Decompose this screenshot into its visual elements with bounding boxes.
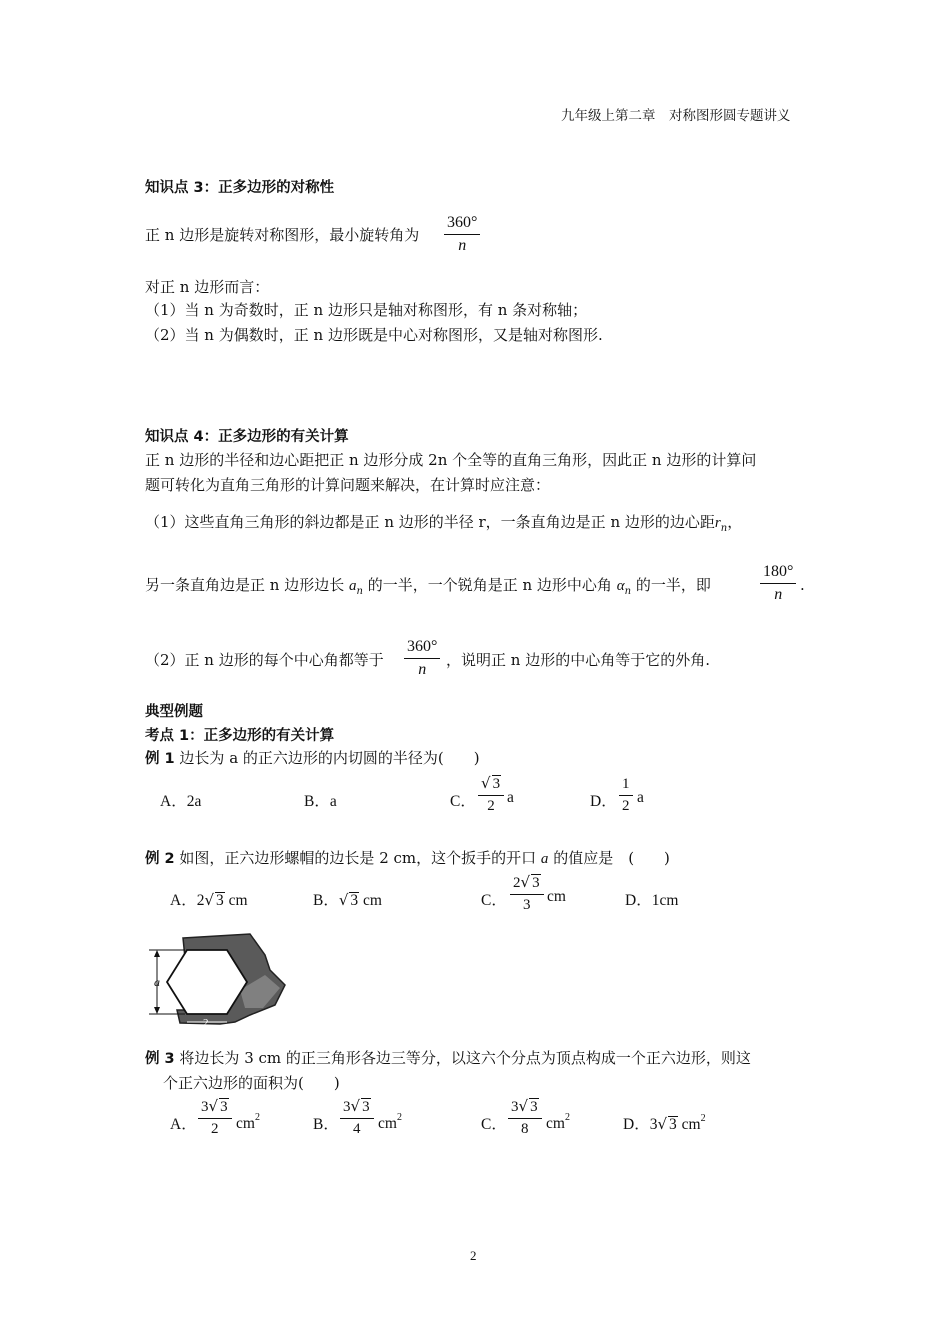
kp4-item1b-alphasub: n [624,586,632,597]
kp4-frac-360 [404,638,440,679]
ex3-optc-num-pre: 3 [511,1099,519,1115]
kp4-item1b-a: a [348,578,357,594]
ex2-option-c-unit: cm [547,888,566,905]
ex3-optb-num [340,1097,374,1119]
kp3-fraction [444,214,480,255]
kp3-item2: （2）当 n 为偶数时，正 n 边形既是中心对称图形，又是轴对称图形. [145,326,603,344]
ex2-optc-radical-icon: √ [520,873,531,891]
ex3-optb-radicand: 3 [362,1099,370,1115]
examples-heading: 典型例题 [145,704,203,720]
ex3-option-a-unit [236,1112,260,1133]
ex3-optc-radical-icon: √ [518,1097,529,1115]
ex3-optc-num [508,1097,542,1119]
dim-2-label: 2 [203,1017,209,1029]
ex3-option-c-label: C． [481,1116,507,1133]
hex-nut-wrench-figure [145,930,295,1030]
topic1-heading: 考点 1：正多边形的有关计算 [145,728,335,744]
kp3-line2: 对正 n 边形而言： [145,278,270,296]
ex2-label: 例 2 [145,851,175,867]
ex3-opta-unit-sup: 2 [254,1112,260,1123]
ex1-question [145,748,480,769]
ex1-option-d-frac [619,776,633,815]
kp4-item1b-end: . [800,576,805,594]
ex2-opta-radicand: 3 [216,892,224,909]
kp4-item1-r: r [714,515,721,531]
kp3-heading: 知识点 3：正多边形的对称性 [145,180,335,196]
ex3-optb-num-pre: 3 [343,1099,351,1115]
ex3-option-b-frac [340,1097,374,1138]
page-header: 九年级上第二章 对称图形圆专题讲义 [561,108,791,124]
ex1-option-d-tail: a [637,789,644,806]
ex3-optb-unit: cm [378,1115,397,1132]
ex3-option-c-frac [508,1097,542,1138]
ex3-label: 例 3 [145,1051,175,1067]
ex1-option-d-label: D． [590,793,617,810]
ex3-optc-unit-sup: 2 [564,1112,570,1123]
ex3-optd-unit-sup: 2 [700,1113,706,1124]
ex2-optc-num [510,873,544,895]
ex1-optc-num [478,774,504,796]
kp4-item2-2: ，说明正 n 边形的中心角等于它的外角. [446,651,710,669]
ex2-question-a: a [540,851,549,867]
kp4-frac180-den: n [774,586,783,603]
ex3-question-2: 个正六边形的面积为( ) [163,1074,340,1092]
ex1-option-c-frac [478,774,504,815]
kp4-item2-1: （2）正 n 边形的每个中心角都等于 [145,651,384,669]
ex3-optc-den: 8 [521,1121,529,1137]
ex3-opta-radicand: 3 [220,1099,228,1115]
kp4-frac-180 [760,563,796,604]
ex3-optd-radicand: 3 [669,1116,677,1133]
ex3-optd-label: D．3 [623,1116,658,1133]
ex3-optb-den: 4 [353,1121,361,1137]
ex1-label: 例 1 [145,751,175,767]
ex1-option-a: A．2a [160,793,202,810]
ex3-option-b-label: B． [313,1116,339,1133]
ex1-optd-num: 1 [619,776,633,796]
ex3-optd-radical-icon: √ [657,1115,668,1133]
kp4-frac180-num: 180° [760,563,796,584]
ex3-opta-num-pre: 3 [201,1099,209,1115]
ex1-option-c-tail: a [507,789,514,806]
ex2-optb-label: B． [313,892,339,909]
kp4-item1b-3: 的一半，即 [635,576,711,594]
ex1-option-c-label: C． [450,793,476,810]
ex3-optd-unit: cm [681,1116,701,1133]
ex2-optb-unit: cm [359,892,382,909]
ex3-optc-unit: cm [546,1115,565,1132]
kp4-item1-rsub: n [720,523,728,534]
kp3-line1 [145,225,419,245]
ex2-question-2: 的值应是 ( ) [553,849,670,867]
ex2-optb-radicand: 3 [350,892,359,909]
ex2-question-1: 如图，正六边形螺帽的边长是 2 cm，这个扳手的开口 [179,849,537,867]
kp3-item1: （1）当 n 为奇数时，正 n 边形只是轴对称图形，有 n 条对称轴； [145,301,588,319]
ex2-optc-num-pre: 2 [513,875,521,891]
kp3-frac-num: 360° [444,214,480,235]
ex3-option-a-frac [198,1097,232,1138]
kp4-frac360-den: n [418,661,427,678]
kp4-item1a-text: （1）这些直角三角形的斜边都是正 n 边形的半径 r，一条直角边是正 n 边形的边心距 [145,513,715,531]
kp3-frac-den: n [458,237,467,254]
ex2-opta-unit: cm [224,892,248,909]
kp4-item1-end: ， [727,513,743,531]
kp4-heading: 知识点 4：正多边形的有关计算 [145,429,349,445]
ex1-optc-radical-icon: √ [481,774,491,792]
ex3-opta-unit: cm [236,1115,255,1132]
dim-a-arrow-down-icon [154,1007,160,1014]
ex1-question-text: 边长为 a 的正六边形的内切圆的半径为( ) [179,749,480,767]
ex3-option-b-unit [378,1112,402,1133]
ex2-optc-den: 3 [523,897,531,913]
ex2-option-b [313,888,382,910]
ex2-option-c-label: C． [481,892,507,909]
kp4-para2: 题可转化为直角三角形的计算问题来解决，在计算时应注意： [145,476,551,494]
ex2-option-a [170,888,248,910]
ex3-opta-den: 2 [211,1121,219,1137]
ex3-optb-unit-sup: 2 [396,1112,402,1123]
kp4-item1b-asub: n [356,586,363,597]
kp4-para1: 正 n 边形的半径和边心距把正 n 边形分成 2n 个全等的直角三角形，因此正 n 边形的计算问 [145,451,757,469]
dim-a-arrow-up-icon [154,950,160,957]
ex3-optc-radicand: 3 [530,1099,538,1115]
ex3-opta-num [198,1097,232,1119]
kp4-frac360-num: 360° [404,638,440,659]
ex3-opta-radical-icon: √ [208,1097,219,1115]
kp4-item1b-alpha: α [616,578,625,594]
kp4-item1b-1: 另一条直角边是正 n 边形边长 [145,576,345,594]
ex1-optd-den: 2 [622,798,630,814]
ex2-optb-radical-icon: √ [338,891,349,909]
ex2-optc-radicand: 3 [532,875,540,891]
ex3-question-1 [145,1048,751,1069]
ex3-optb-radical-icon: √ [350,1097,361,1115]
ex2-question [145,848,670,869]
ex3-option-a-label: A． [170,1116,197,1133]
ex3-option-d [623,1112,706,1134]
ex2-option-c-frac [510,873,544,914]
ex1-option-b: B．a [304,793,337,810]
ex3-question-1-text: 将边长为 3 cm 的正三角形各边三等分，以这六个分点为顶点构成一个正六边形，则这 [179,1049,751,1067]
kp4-item1b-2: 的一半，一个锐角是正 n 边形中心角 [367,576,612,594]
ex2-opta-label: A．2 [170,892,205,909]
kp3-line1-text: 正 n 边形是旋转对称图形，最小旋转角为 [145,226,420,244]
wrench-diagram [145,930,295,1030]
page-number: 2 [470,1248,477,1263]
ex1-optc-den: 2 [487,798,495,814]
kp4-item1a [145,512,742,539]
ex2-option-d: D．1cm [625,892,679,909]
ex1-optc-radicand: 3 [492,776,501,792]
ex2-opta-radical-icon: √ [204,891,215,909]
ex3-option-c-unit [546,1112,570,1133]
dim-a-label: a [154,975,160,989]
kp4-item1b [145,575,711,602]
